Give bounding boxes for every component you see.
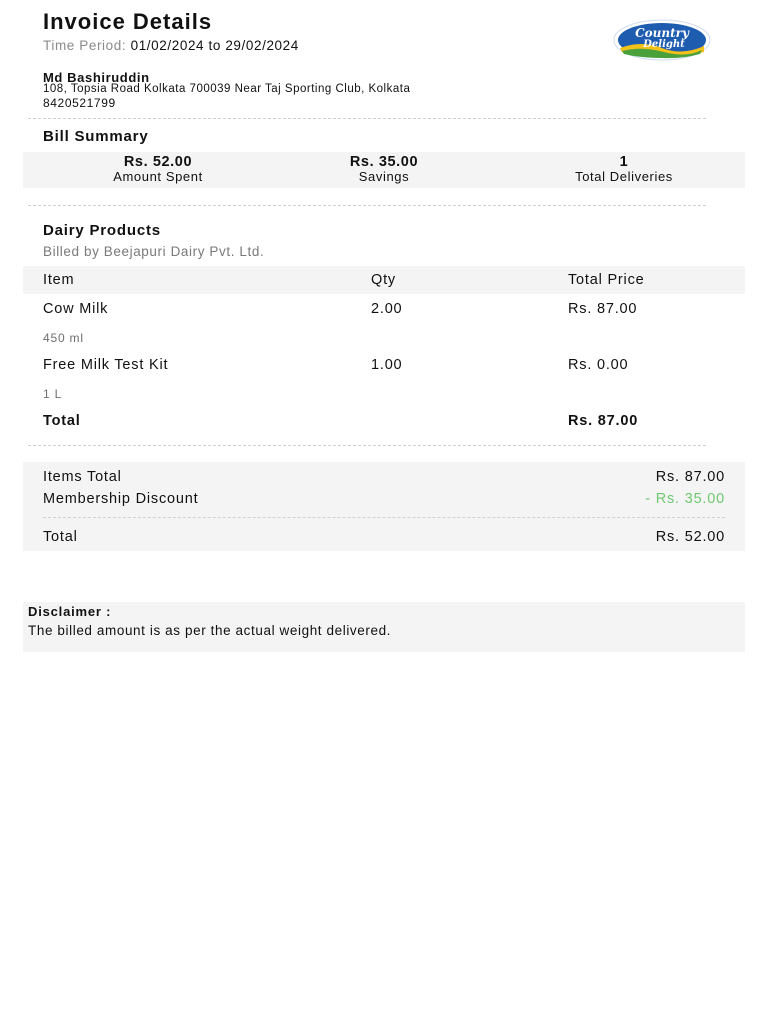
page-title: Invoice Details	[43, 9, 213, 34]
row-price: Rs. 87.00	[568, 301, 638, 317]
time-period-label: Time Period:	[43, 38, 127, 53]
membership-discount-value: - Rs. 35.00	[645, 491, 725, 507]
grand-total-value: Rs. 52.00	[655, 529, 725, 545]
customer-name: Md Bashiruddin	[43, 70, 150, 85]
summary-value: 1	[619, 154, 629, 170]
summary-value: Rs. 52.00	[123, 154, 193, 170]
items-total-label: Items Total	[43, 469, 122, 485]
divider	[28, 205, 706, 206]
billed-by: Billed by Beejapuri Dairy Pvt. Ltd.	[43, 244, 265, 259]
country-delight-logo	[612, 18, 712, 62]
disclaimer-title: Disclaimer :	[28, 604, 112, 619]
customer-address: 108, Topsia Road Kolkata 700039 Near Taj Sporting Club, Kolkata	[43, 83, 411, 95]
row-qty: 2.00	[371, 301, 403, 317]
totals-panel	[23, 462, 745, 551]
summary-label: Total Deliveries	[575, 169, 673, 184]
bill-summary-panel	[23, 152, 745, 188]
summary-savings	[264, 154, 504, 184]
row-item: Free Milk Test Kit	[43, 357, 169, 373]
svg-text:Delight: Delight	[643, 39, 685, 50]
column-header-qty: Qty	[371, 272, 396, 288]
row-item: Cow Milk	[43, 301, 109, 317]
dairy-total-label: Total	[43, 413, 81, 429]
column-header-total-price: Total Price	[568, 272, 645, 288]
summary-total-deliveries	[504, 154, 744, 184]
bill-summary-title: Bill Summary	[43, 128, 149, 145]
summary-amount-spent	[38, 154, 278, 184]
membership-discount-label: Membership Discount	[43, 491, 199, 507]
column-header-item: Item	[43, 272, 75, 288]
row-qty: 1.00	[371, 357, 403, 373]
summary-label: Savings	[358, 169, 410, 184]
time-period-value: 01/02/2024 to 29/02/2024	[130, 38, 299, 53]
disclaimer-text: The billed amount is as per the actual weight delivered.	[28, 623, 392, 638]
dairy-total-value: Rs. 87.00	[568, 413, 639, 429]
disclaimer-panel	[23, 602, 745, 652]
divider	[28, 118, 706, 119]
items-total-value: Rs. 87.00	[655, 469, 725, 485]
table-header	[23, 266, 745, 294]
divider	[43, 517, 725, 518]
summary-value: Rs. 35.00	[349, 154, 419, 170]
row-price: Rs. 0.00	[568, 357, 629, 373]
customer-phone: 8420521799	[43, 96, 116, 110]
dairy-products-title: Dairy Products	[43, 222, 161, 239]
summary-label: Amount Spent	[113, 169, 203, 184]
row-variant: 450 ml	[43, 331, 84, 345]
grand-total-label: Total	[43, 529, 78, 545]
time-period	[43, 38, 299, 53]
svg-text:Country: Country	[635, 26, 689, 40]
divider	[28, 445, 706, 446]
row-variant: 1 L	[43, 387, 63, 401]
